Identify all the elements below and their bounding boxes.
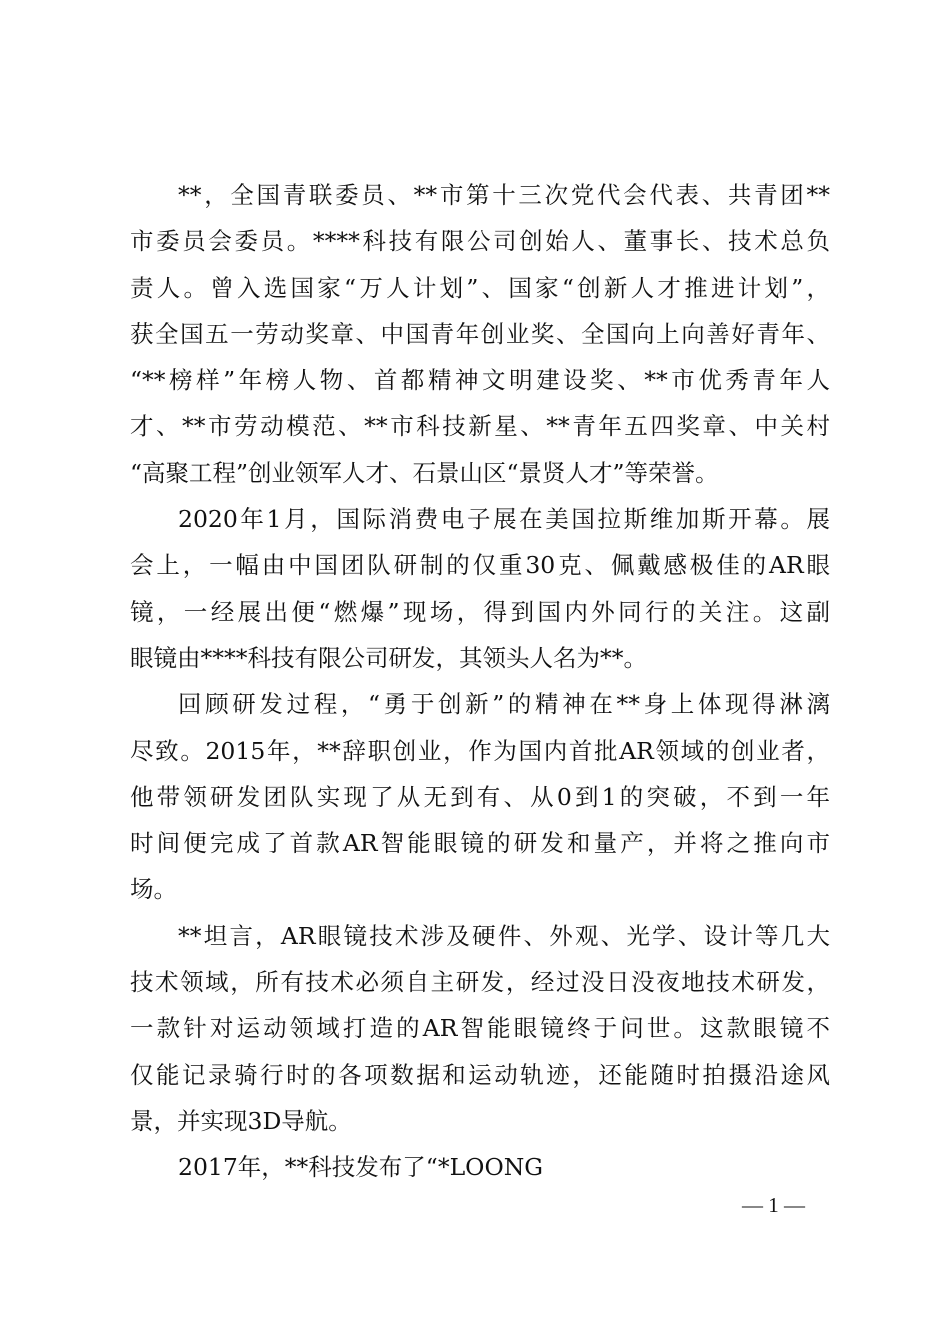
paragraph-1-line-1: **，全国青联委员、**市第十三次党代会代表、共青团** — [178, 181, 830, 209]
paragraph-1-line-5: “**榜样”年榜人物、首都精神文明建设奖、**市优秀青年人 — [130, 366, 830, 395]
paragraph-3-line-4: 时间便完成了首款AR智能眼镜的研发和量产，并将之推向市 — [130, 829, 830, 858]
paragraph-2-line-3: 镜，一经展出便“燃爆”现场，得到国内外同行的关注。这副 — [130, 597, 830, 626]
paragraph-2-line-2: 会上，一幅由中国团队研制的仅重30克、佩戴感极佳的AR眼 — [130, 551, 830, 580]
paragraph-4-line-3: 一款针对运动领域打造的AR智能眼镜终于问世。这款眼镜不 — [130, 1014, 830, 1043]
paragraph-1-line-4: 获全国五一劳动奖章、中国青年创业奖、全国向上向善好青年、 — [130, 319, 830, 348]
page-number: — 1 — — [742, 1193, 805, 1217]
paragraph-4-line-4: 仅能记录骑行时的各项数据和运动轨迹，还能随时拍摄沿途风 — [130, 1060, 830, 1089]
paragraph-3-line-5: 场。 — [130, 875, 177, 904]
paragraph-4-line-2: 技术领域，所有技术必须自主研发，经过没日没夜地技术研发， — [130, 968, 830, 997]
paragraph-1-line-2: 市委员会委员。****科技有限公司创始人、董事长、技术总负 — [130, 227, 830, 256]
paragraph-3-line-1: 回顾研发过程，“勇于创新”的精神在**身上体现得淋漓 — [178, 690, 830, 719]
paragraph-1-line-7: “高聚工程”创业领军人才、石景山区“景贤人才”等荣誉。 — [130, 458, 719, 487]
body-text — [130, 172, 830, 1191]
paragraph-3-line-2: 尽致。2015年，**辞职创业，作为国内首批AR领域的创业者， — [130, 736, 830, 765]
paragraph-4-line-1: **坦言，AR眼镜技术涉及硬件、外观、光学、设计等几大 — [178, 921, 830, 950]
paragraph-5-line-1: 2017年，**科技发布了“*LOONG — [178, 1153, 544, 1182]
paragraph-3-line-3: 他带领研发团队实现了从无到有、从0到1的突破，不到一年 — [130, 782, 830, 811]
paragraph-2-line-4: 眼镜由****科技有限公司研发，其领头人名为**。 — [130, 643, 647, 672]
paragraph-4-line-5: 景，并实现3D导航。 — [130, 1106, 352, 1135]
paragraph-1-line-3: 责人。曾入选国家“万人计划”、国家“创新人才推进计划”， — [130, 273, 830, 302]
paragraph-2-line-1: 2020年1月，国际消费电子展在美国拉斯维加斯开幕。展 — [178, 505, 830, 534]
paragraph-1-line-6: 才、**市劳动模范、**市科技新星、**青年五四奖章、中关村 — [130, 412, 830, 441]
